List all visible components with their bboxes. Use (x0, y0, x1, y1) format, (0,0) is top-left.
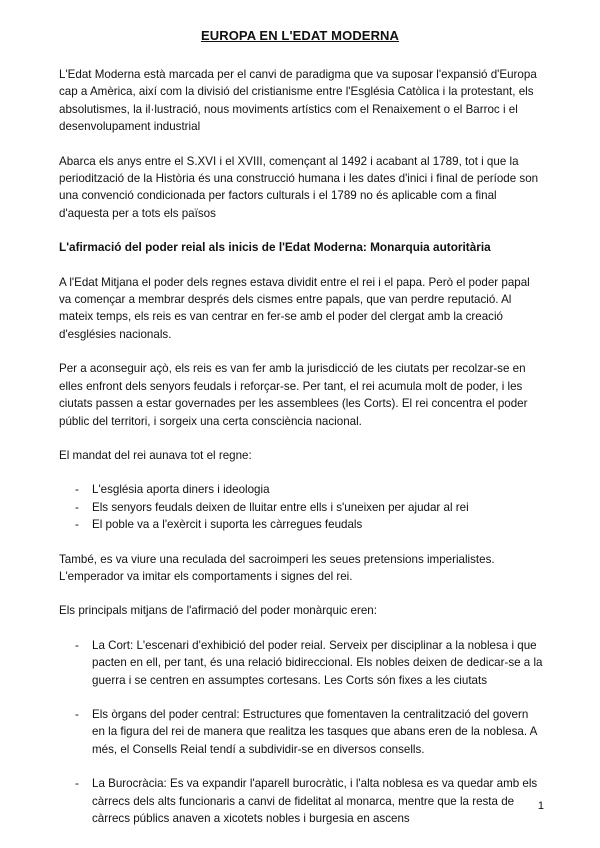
body-paragraph: També, es va viure una reculada del sacroimperi les seues pretensions imperialistes. L'emperador va imitar els comportaments i signes del rei. (59, 552, 495, 583)
document-body (59, 66, 543, 844)
intro-paragraph: L'Edat Moderna està marcada per el canvi de paradigma que va suposar l'expansió d'Europa cap a Amèrica, així com la divisió del cristianisme entre l'Església Catòlica i la protestant, els absolutismes, la il·lustració, nous moviments artístics com el Renaixement o el Barroc i el desenvolupament industrial (59, 68, 537, 134)
section-paragraph: El mandat del rei aunava tot el regne: (59, 448, 252, 462)
section-paragraph: A l'Edat Mitjana el poder dels regnes estava dividit entre el rei i el papa. Però el poder papal va començar a membrar després dels cismes entre papals, que van perdre reputació. Al mateix temps, els reis es van centrar en fer-se amb el poder del clergat amb la creació d'esglésies nacionals. (59, 275, 530, 341)
mandate-list (59, 481, 543, 533)
list-item: - Els senyors feudals deixen de lluitar entre ells i s'uneixen per ajudar al rei (59, 499, 543, 516)
list-item: - Els òrgans del poder central: Estructures que fomentaven la centralització del govern en la figura del rei de manera que realitza les tasques que abans eren de la noblesa. A més, el Consells Reial tendí a subdividir-se en diversos consells. (59, 706, 543, 758)
list-item: - L'església aporta diners i ideologia (59, 481, 543, 498)
intro-paragraph: Abarca els anys entre el S.XVI i el XVIII, començant al 1492 i acabant al 1789, tot i que la periodització de la Història és una construcció humana i les dates d'inici i final de període son una convenció condicionada per factors culturals i el 1789 no és aplicable com a final d'aquesta per a tots els països (59, 154, 539, 220)
list-item: - La Burocràcia: Es va expandir l'aparell burocràtic, i l'alta noblesa es va quedar amb els càrrecs dels alts funcionaris a canvi de fidelitat al monarca, mentre que la resta de càrrecs públics anaven a xicotets nobles i burgesia en ascens (59, 775, 543, 827)
document-title: EUROPA EN L'EDAT MODERNA (200, 28, 400, 43)
means-list (59, 637, 543, 828)
section-heading: L'afirmació del poder reial als inicis de l'Edat Moderna: Monarquia autoritària (59, 240, 491, 255)
body-paragraph: Els principals mitjans de l'afirmació del poder monàrquic eren: (59, 604, 377, 618)
page-number: 1 (537, 800, 544, 812)
list-item: - El poble va a l'exèrcit i suporta les càrregues feudals (59, 516, 543, 533)
section-paragraph: Per a aconseguir açò, els reis es van fer amb la jurisdicció de les ciutats per recolzar-se en elles enfront dels senyors feudals i reforçar-se. Per tant, el rei acumula molt de poder, i les ciutats passen a estar governades per les assemblees (les Corts). El rei concentra el poder públic del territori, i sorgeix una certa consciència nacional. (59, 362, 528, 428)
list-item: - La Cort: L'escenari d'exhibició del poder reial. Serveix per disciplinar a la noblesa i que pacten en ell, per tant, és una relació bidireccional. Els nobles deixen de dedicar-se a la guerra i se centren en assumptes cortesans. Les Corts són fixes a les ciutats (59, 637, 543, 689)
